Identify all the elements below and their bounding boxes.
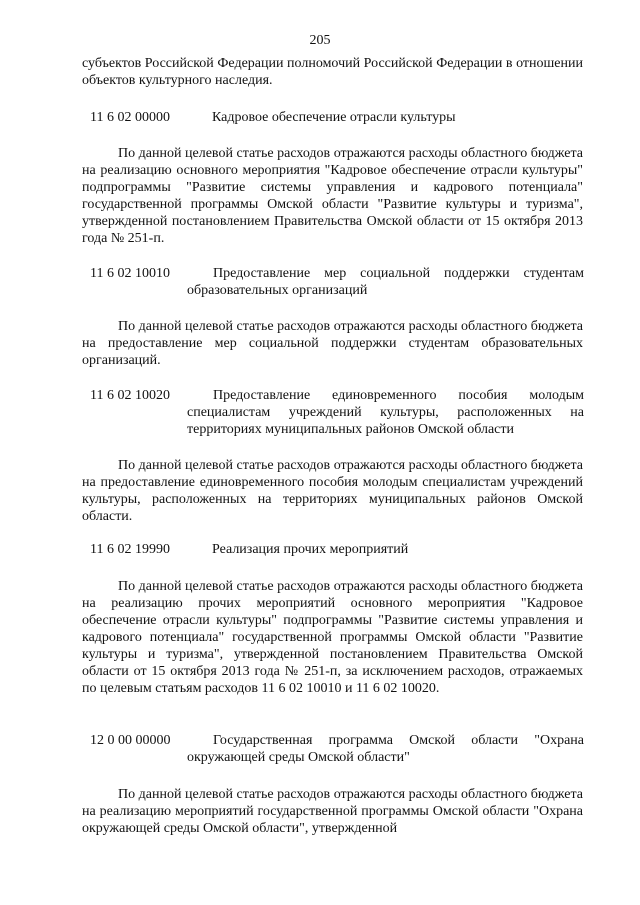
section-code: 12 0 00 00000	[90, 733, 171, 748]
section-code: 11 6 02 19990	[90, 542, 170, 557]
section-body: По данной целевой статье расходов отражаются расходы областного бюджета на реализацию мероприятий государственной программы Омской области "Охрана окружающей среды Омской области", утвержденной	[82, 787, 583, 836]
section-title: Кадровое обеспечение отрасли культуры	[212, 110, 456, 125]
section-title: Предоставление единовременного пособия молодым специалистам учреждений культуры, расположенных на территориях муниципальных районов Омской области	[187, 388, 584, 437]
section-title: Предоставление мер социальной поддержки студентам образовательных организаций	[187, 266, 584, 298]
page-number: 205	[309, 33, 331, 48]
section-body: По данной целевой статье расходов отражаются расходы областного бюджета на предоставление мер социальной поддержки студентам образовательных организаций.	[82, 319, 583, 368]
section-code: 11 6 02 10020	[90, 388, 170, 403]
section-body: По данной целевой статье расходов отражаются расходы областного бюджета на реализацию прочих мероприятий основного мероприятия "Кадровое обеспечение отрасли культуры" подпрограммы "Развитие системы управления и кадрового потенциала" государственной программы Омской области "Развитие культуры и туризма", утвержденной постановлением Правительства Омской области от 15 октября 2013 года № 251-п, за исключением расходов, отражаемых по целевым статьям расходов 11 6 02 10010 и 11 6 02 10020.	[82, 579, 583, 696]
section-body: По данной целевой статье расходов отражаются расходы областного бюджета на предоставление единовременного пособия молодым специалистам учреждений культуры, расположенных на территориях муниципальных районов Омской области.	[82, 458, 583, 524]
section-title: Реализация прочих мероприятий	[212, 542, 409, 557]
section-title: Государственная программа Омской области "Охрана окружающей среды Омской области"	[187, 733, 584, 765]
intro-paragraph: субъектов Российской Федерации полномочий Российской Федерации в отношении объектов культурного наследия.	[82, 56, 583, 88]
section-code: 11 6 02 10010	[90, 266, 170, 281]
section-code: 11 6 02 00000	[90, 110, 170, 125]
section-body: По данной целевой статье расходов отражаются расходы областного бюджета на реализацию основного мероприятия "Кадровое обеспечение отрасли культуры" подпрограммы "Развитие системы управления и кадрового потенциала" государственной программы Омской области "Развитие культуры и туризма", утвержденной постановлением Правительства Омской области от 15 октября 2013 года № 251-п.	[82, 146, 583, 246]
